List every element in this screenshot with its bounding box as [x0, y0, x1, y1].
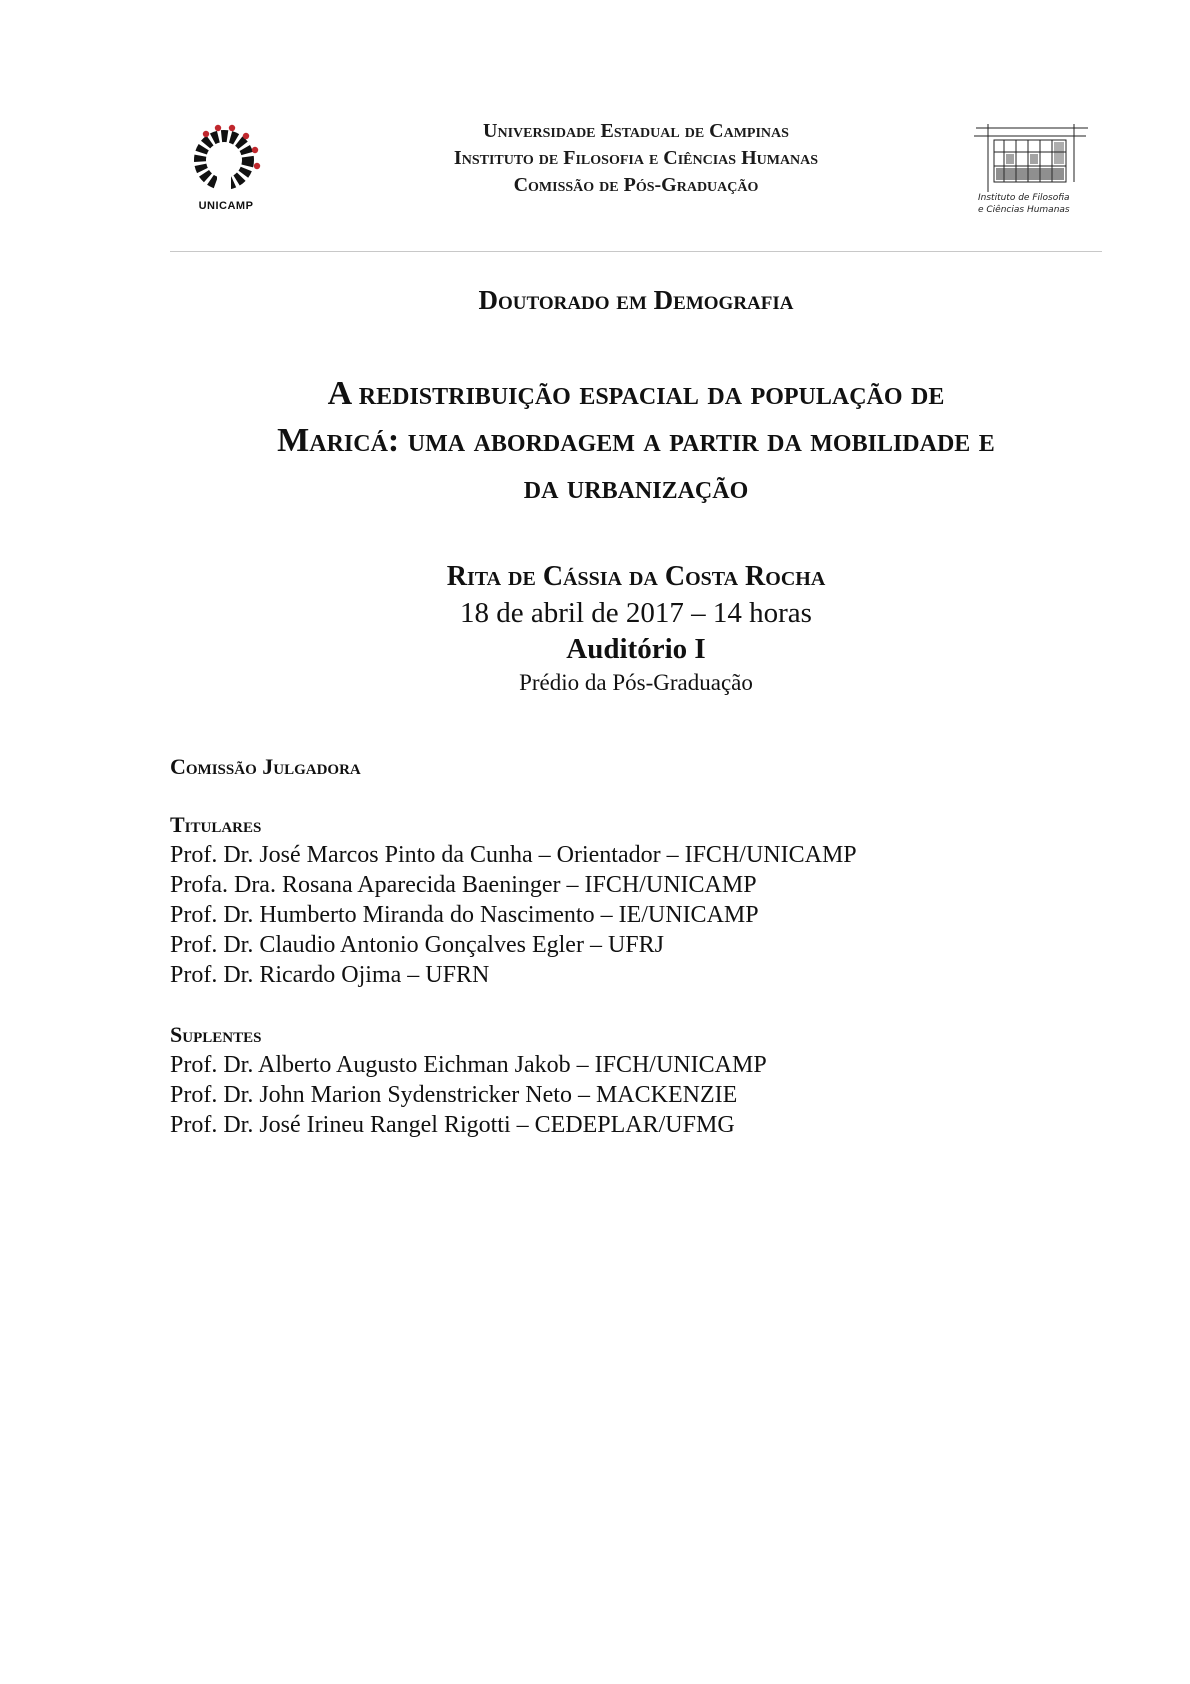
thesis-title-line: Maricá: uma abordagem a partir da mobilidade e — [277, 422, 995, 459]
titulares-group — [170, 810, 1102, 990]
defense-info — [170, 559, 1102, 699]
thesis-title-line: A redistribuição espacial da população de — [327, 375, 945, 412]
commission-name: Comissão de Pós-Graduação — [513, 174, 759, 196]
unicamp-logo-text: UNICAMP — [198, 200, 254, 212]
thesis-title — [170, 370, 1102, 511]
university-name: Universidade Estadual de Campinas — [483, 120, 789, 142]
program-title: Doutorado em Demografia — [478, 285, 794, 315]
titulares-heading: Titulares — [170, 812, 262, 837]
committee-member: Prof. Dr. José Irineu Rangel Rigotti – CEDEPLAR/UFMG — [170, 1112, 735, 1138]
header-divider — [170, 251, 1102, 252]
committee-member: Prof. Dr. John Marion Sydenstricker Neto – MACKENZIE — [170, 1082, 738, 1108]
committee-member: Prof. Dr. Ricardo Ojima – UFRN — [170, 962, 490, 988]
committee-member: Prof. Dr. Alberto Augusto Eichman Jakob – IFCH/UNICAMP — [170, 1052, 767, 1078]
document-header — [170, 118, 1102, 228]
committee-member: Prof. Dr. José Marcos Pinto da Cunha – Orientador – IFCH/UNICAMP — [170, 842, 857, 868]
ifch-caption-line: Instituto de Filosofia — [978, 193, 1070, 203]
committee-member: Prof. Dr. Humberto Miranda do Nascimento – IE/UNICAMP — [170, 902, 759, 928]
defense-venue: Auditório I — [566, 633, 706, 665]
candidate-name: Rita de Cássia da Costa Rocha — [446, 561, 826, 592]
thesis-title-line: da urbanização — [523, 469, 749, 506]
institution-lines — [170, 118, 1102, 199]
committee-heading: Comissão Julgadora — [170, 754, 361, 779]
ifch-building-icon — [970, 122, 1092, 196]
ifch-caption-line: e Ciências Humanas — [978, 205, 1070, 215]
committee-member: Profa. Dra. Rosana Aparecida Baeninger – IFCH/UNICAMP — [170, 872, 757, 898]
ifch-logo — [970, 122, 1092, 226]
examining-committee — [170, 752, 1102, 1170]
defense-building: Prédio da Pós-Graduação — [519, 670, 753, 695]
suplentes-group — [170, 1020, 1102, 1140]
committee-member: Prof. Dr. Claudio Antonio Gonçalves Egler – UFRJ — [170, 932, 664, 958]
ifch-logo-caption — [978, 192, 1092, 216]
defense-date-time: 18 de abril de 2017 – 14 horas — [460, 597, 812, 629]
institute-name: Instituto de Filosofia e Ciências Humanas — [453, 147, 819, 169]
suplentes-heading: Suplentes — [170, 1022, 262, 1047]
